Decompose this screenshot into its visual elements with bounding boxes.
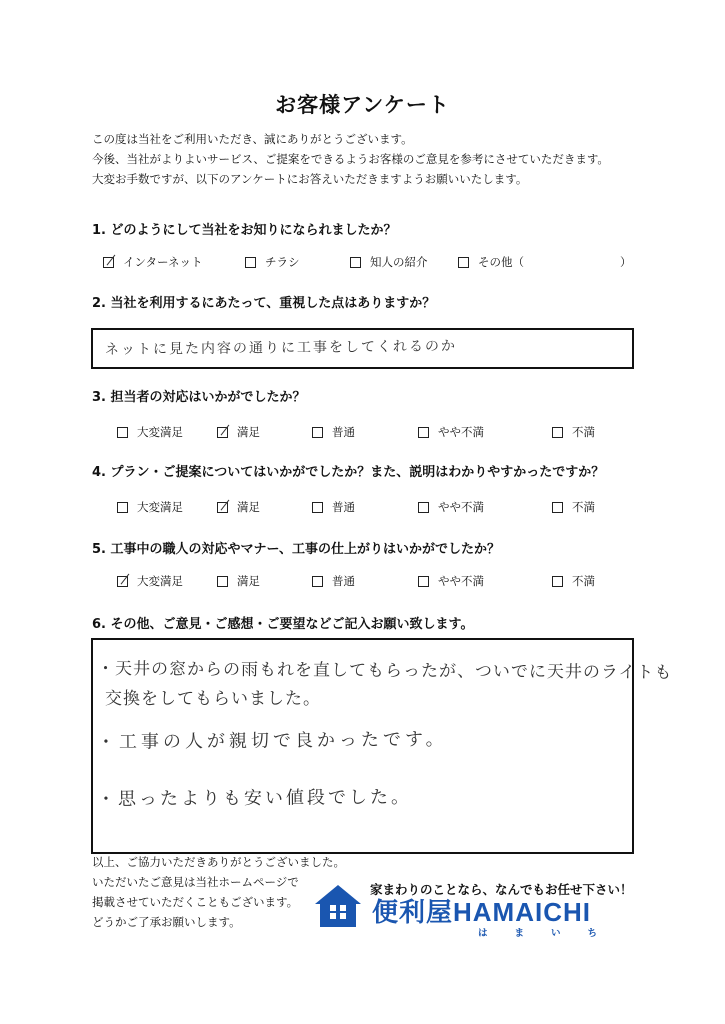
q4-option-very-satisfied[interactable]: 大変満足 xyxy=(117,499,183,515)
q5-option-very-satisfied[interactable]: 大変満足 xyxy=(117,573,183,589)
outro-line-1: 以上、ご協力いただきありがとうございました。 xyxy=(92,855,345,869)
checkbox[interactable] xyxy=(312,502,323,513)
checkbox[interactable] xyxy=(117,502,128,513)
q1-option-other[interactable]: その他（ xyxy=(458,254,524,270)
outro-line-2: いただいたご意見は当社ホームページで xyxy=(92,875,299,889)
q4-option-somewhat-dissatisfied[interactable]: やや不満 xyxy=(418,499,484,515)
q4-option-neutral[interactable]: 普通 xyxy=(312,499,355,515)
checkbox[interactable] xyxy=(552,576,563,587)
checkbox-checked[interactable] xyxy=(117,576,128,587)
q1-option-flyer[interactable]: チラシ xyxy=(245,254,300,270)
q3-option-satisfied[interactable]: 満足 xyxy=(217,424,260,440)
q1-other-close-paren: ） xyxy=(620,255,632,269)
logo-tagline: 家まわりのことなら、なんでもお任せ下さい！ xyxy=(370,882,633,897)
checkbox-checked[interactable] xyxy=(217,427,228,438)
house-icon xyxy=(313,883,363,929)
checkbox[interactable] xyxy=(458,257,469,268)
q5-option-satisfied[interactable]: 満足 xyxy=(217,573,260,589)
checkbox-checked[interactable] xyxy=(217,502,228,513)
checkbox[interactable] xyxy=(552,502,563,513)
checkbox[interactable] xyxy=(350,257,361,268)
q6-handwritten-line-2: 交換をしてもらいました。 xyxy=(105,689,321,709)
question-3: 3. 担当者の対応はいかがでしたか？ xyxy=(92,390,306,405)
q3-option-somewhat-dissatisfied[interactable]: やや不満 xyxy=(418,424,484,440)
q5-option-somewhat-dissatisfied[interactable]: やや不満 xyxy=(418,573,484,589)
q5-option-neutral[interactable]: 普通 xyxy=(312,573,355,589)
intro-line-2: 今後、当社がよりよいサービス、ご提案をできるようお客様のご意見を参考にさせていただきます。 xyxy=(92,152,609,166)
q1-option-referral[interactable]: 知人の紹介 xyxy=(350,254,428,270)
checkbox[interactable] xyxy=(418,576,429,587)
checkbox[interactable] xyxy=(552,427,563,438)
outro-line-3: 掲載させていただくこともございます。 xyxy=(92,895,299,909)
question-1: 1. どのようにして当社をお知りになられましたか？ xyxy=(92,223,397,238)
intro-line-3: 大変お手数ですが、以下のアンケートにお答えいただきますようお願いいたします。 xyxy=(92,172,528,186)
q6-handwritten-line-1: ・天井の窓からの雨もれを直してもらったが、ついでに天井のライトも xyxy=(96,659,673,684)
question-6: 6. その他、ご意見・ご感想・ご要望などご記入お願い致します。 xyxy=(92,617,474,632)
q4-option-satisfied[interactable]: 満足 xyxy=(217,499,260,515)
logo-name: 便利屋HAMAICHI xyxy=(372,897,591,927)
checkbox[interactable] xyxy=(312,576,323,587)
checkbox[interactable] xyxy=(117,427,128,438)
q3-option-dissatisfied[interactable]: 不満 xyxy=(552,424,595,440)
q2-answer-box[interactable] xyxy=(91,328,634,369)
question-2: 2. 当社を利用するにあたって、重視した点はありますか？ xyxy=(92,296,436,311)
q2-handwritten-answer: ネットに見た内容の通りに工事をしてくれるのか xyxy=(104,338,458,358)
q1-option-internet[interactable]: インターネット xyxy=(103,254,202,270)
intro-line-1: この度は当社をご利用いただき、誠にありがとうございます。 xyxy=(92,132,413,146)
q3-option-very-satisfied[interactable]: 大変満足 xyxy=(117,424,183,440)
checkbox[interactable] xyxy=(418,427,429,438)
q6-answer-box[interactable] xyxy=(91,638,673,854)
q6-handwritten-line-3: ・工事の人が親切で良かったです。 xyxy=(96,728,448,753)
checkbox-checked[interactable] xyxy=(103,257,114,268)
q5-option-dissatisfied[interactable]: 不満 xyxy=(552,573,595,589)
logo-reading: はまいち xyxy=(478,928,625,939)
checkbox[interactable] xyxy=(217,576,228,587)
checkbox[interactable] xyxy=(418,502,429,513)
q3-option-neutral[interactable]: 普通 xyxy=(312,424,355,440)
outro-line-4: どうかご了承お願いします。 xyxy=(92,915,241,929)
survey-title: お客様アンケート xyxy=(275,93,450,117)
checkbox[interactable] xyxy=(312,427,323,438)
q4-option-dissatisfied[interactable]: 不満 xyxy=(552,499,595,515)
checkbox[interactable] xyxy=(245,257,256,268)
q6-handwritten-line-4: ・思ったよりも安い値段でした。 xyxy=(96,786,413,810)
question-4: 4. プラン・ご提案についてはいかがでしたか？また、説明はわかりやすかったですか？ xyxy=(92,465,605,480)
question-5: 5. 工事中の職人の対応やマナー、工事の仕上がりはいかがでしたか？ xyxy=(92,542,500,557)
